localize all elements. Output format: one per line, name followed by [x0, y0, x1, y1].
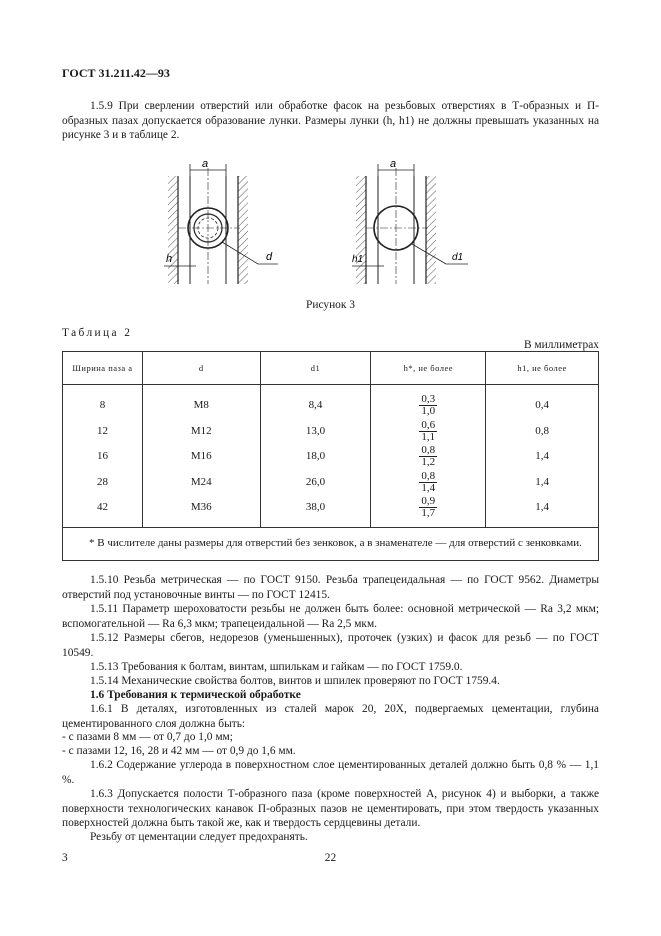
cell: 16 [96, 450, 108, 462]
cell: M8 [193, 399, 209, 411]
cell: 0,4 [535, 399, 549, 411]
cell: 28 [96, 475, 108, 488]
list-item: - с пазами 12, 16, 28 и 42 мм — от 0,9 до 1,6 мм. [62, 745, 296, 757]
cell: M16 [190, 450, 212, 462]
column-h1 [486, 385, 599, 528]
denominator: 1,2 [421, 456, 436, 468]
cell: 1,4 [535, 475, 549, 488]
fraction [419, 445, 437, 468]
header-cell: h1, не более [486, 352, 599, 385]
denominator: 1,0 [421, 405, 436, 417]
paragraph-1-5-12: 1.5.12 Размеры сбегов, недорезов (уменьшенных), проточек (узких) и фасок для резьб — по ГОСТ 10549. [62, 632, 599, 659]
page-number: 22 [324, 852, 337, 864]
table-units: В миллиметрах [523, 339, 599, 351]
section-heading-1-6: 1.6 Требования к термической обработке [90, 689, 301, 701]
cell: 0,8 [535, 424, 549, 437]
denominator: 1,4 [421, 481, 436, 494]
header-cell: d1 [260, 352, 371, 385]
document-code: ГОСТ 31.211.42—93 [62, 66, 170, 80]
fraction [419, 420, 437, 443]
fraction [419, 471, 437, 494]
fraction [419, 496, 437, 519]
fraction [419, 394, 437, 417]
list-item: - с пазами 8 мм — от 0,7 до 1,0 мм; [62, 731, 233, 743]
label-a: a [390, 158, 397, 170]
numerator: 0,9 [421, 495, 436, 507]
table-header-row [63, 352, 599, 385]
cell: M36 [190, 501, 212, 513]
cell: 8,4 [308, 399, 323, 411]
column-d1 [260, 385, 371, 528]
table-note-row [63, 527, 599, 560]
header-cell: Ширина паза a [63, 352, 143, 385]
figure-3-right [350, 156, 480, 288]
figure-caption: Рисунок 3 [306, 299, 355, 311]
numerator: 0,8 [421, 469, 436, 482]
footer-left-number: 3 [62, 852, 68, 864]
column-h [371, 385, 486, 528]
numerator: 0,6 [421, 418, 436, 431]
cell: 1,4 [535, 501, 549, 513]
paragraph-1-6-1: 1.6.1 В деталях, изготовленных из сталей марок 20, 20Х, подвергаемых цементации, глубина цементированного слоя должна быть: [62, 703, 599, 730]
paragraph-1-5-14: 1.5.14 Механические свойства болтов, винтов и шпилек проверяют по ГОСТ 1759.4. [90, 675, 500, 687]
paragraph-1-5-11: 1.5.11 Параметр шероховатости резьбы не должен быть более: основной метрической — Ra 3,2 мкм; вспомогательной — Ra 6,3 мкм; трапецеидальной — Ra 2,5 мкм. [62, 603, 599, 630]
cell: 42 [96, 501, 108, 513]
table-2 [62, 351, 599, 561]
paragraph-1-5-9: 1.5.9 При сверлении отверстий или обработке фасок на резьбовых отверстиях в Т-образных и П-образных пазах допускается образование лунки. Размеры лунки (h, h1) не должны превышать указанных на рисунке 3 и в таблице 2. [62, 100, 599, 142]
label-d1: d1 [452, 252, 464, 263]
label-h1: h1 [352, 254, 364, 265]
paragraph-1-5-10: 1.5.10 Резьба метрическая — по ГОСТ 9150. Резьба трапецеидальная — по ГОСТ 9562. Диаметры отверстий под установочные винты — по ГОСТ 12415. [62, 574, 599, 601]
cell: 38,0 [305, 501, 326, 513]
label-d: d [266, 251, 273, 263]
paragraph-1-6-2: 1.6.2 Содержание углерода в поверхностном слое цементированных деталей должно быть 0,8 % — 1,1 %. [62, 759, 599, 786]
column-d [142, 385, 260, 528]
cell: 18,0 [305, 450, 326, 462]
header-cell: h*, не более [371, 352, 486, 385]
numerator: 0,8 [421, 444, 436, 456]
cell: 1,4 [535, 450, 549, 462]
cell: 8 [99, 399, 106, 411]
cell: 13,0 [305, 424, 326, 437]
cell: M24 [190, 475, 212, 488]
denominator: 1,1 [421, 430, 436, 443]
numerator: 0,3 [421, 393, 436, 405]
cell: 26,0 [305, 475, 326, 488]
figure-3-left [160, 156, 290, 288]
denominator: 1,7 [421, 507, 436, 519]
table-title: Таблица 2 [62, 327, 133, 339]
label-h: h [166, 253, 173, 265]
paragraph-1-6-3-note: Резьбу от цементации следует предохранять. [90, 831, 308, 843]
cell: 12 [96, 424, 108, 437]
cell: M12 [190, 424, 212, 437]
column-a [63, 385, 143, 528]
table-body-row [63, 385, 599, 528]
label-a: a [202, 158, 209, 170]
header-cell: d [142, 352, 260, 385]
table-note: * В числителе даны размеры для отверстий без зенковок, а в знаменателе — для отверстий с зенковками. [63, 527, 599, 560]
paragraph-1-6-3: 1.6.3 Допускается полости Т-образного паза (кроме поверхностей А, рисунок 4) и выборки, а также поверхности технологических канавок П-образных пазов не цементировать, при этом твердость указанных поверхностей должна быть такой же, как и твердость сердцевины детали. [62, 788, 599, 830]
paragraph-1-5-13: 1.5.13 Требования к болтам, винтам, шпилькам и гайкам — по ГОСТ 1759.0. [90, 661, 463, 673]
